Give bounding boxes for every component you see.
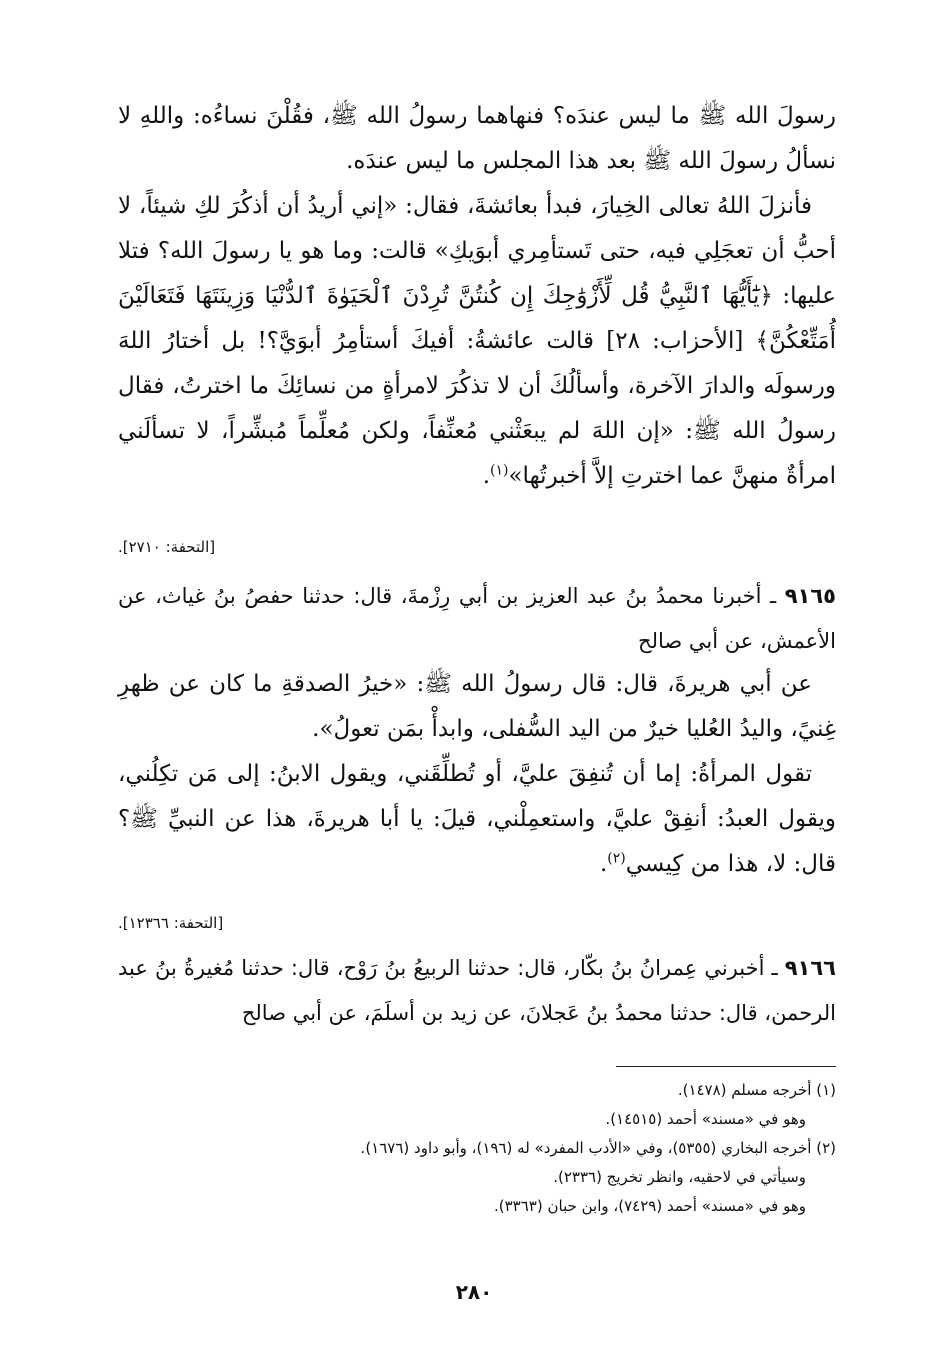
body-paragraph-2: فأنزلَ اللهُ تعالى الخِيارَ، فبدأ بعائشةَ، فقال: «إني أريدُ أن أذكُرَ لكِ شيئاً، لا أحبُّ أن تعجَلِي فيه، حتى تَستأمِري أبوَيكِ» قالت: وما هو يا رسولَ الله؟ فتلا عليها: ﴿يَٰٓأَيُّهَا ٱلنَّبِيُّ قُل لِّأَزْوَٰجِكَ إِن كُنتُنَّ تُرِدْنَ ٱلْحَيَوٰةَ ٱلدُّنْيَا وَزِينَتَهَا فَتَعَالَيْنَ أُمَتِّعْكُنَّ﴾ [الأحزاب: ٢٨] قالت عائشةُ: أفيكَ أستأمِرُ أبوَيَّ؟! بل أختارُ اللهَ ورسولَه والدارَ الآخرة، وأسألُكَ أن لا تذكُرَ لامرأةٍ من نسائِكَ ما اخترتُ، فقال رسولُ الله ﷺ: «إن اللهَ لم يبعَثْني مُعنِّفاً، ولكن مُعلِّماً مُبشِّراً، لا تسألَني امرأةٌ منهنَّ عما اخترتِ إلاَّ أخبرتُها»$^{(١)}$. — [118, 193, 836, 489]
footnote-divider — [616, 1066, 836, 1067]
hadith-9166-isnad — [118, 946, 836, 1036]
footnote-line: (٢) أخرجه البخاري (٥٣٥٥)، وفي «الأدب المفرد» له (١٩٦)، وأبو داود (١٦٧٦). — [360, 1139, 836, 1157]
page-number: ٢٨٠ — [455, 1280, 493, 1304]
footnotes — [118, 1076, 836, 1221]
paragraph-text: رسولَ الله ﷺ ما ليس عندَه؟ فنهاهما رسولُ الله ﷺ، فقُلْنَ نساءُه: واللهِ لا نسألُ رسولَ الله ﷺ بعد هذا المجلس ما ليس عندَه. — [118, 103, 836, 174]
matn-text: عن أبي هريرةَ، قال: قال رسولُ الله ﷺ: «خيرُ الصدقةِ ما كان عن ظهرِ غِنيً، واليدُ العُليا خيرٌ من اليد السُّفلى، وابدأْ بمَن تعولُ». — [118, 671, 836, 742]
footnote-line: (١) أخرجه مسلم (١٤٧٨). — [677, 1081, 836, 1099]
tuhfa-reference-1: [التحفة: ٢٧١٠]. — [118, 538, 216, 556]
hadith-number: ٩١٦٦ — [784, 956, 836, 980]
footnote-ref-2: (٢) — [607, 850, 626, 867]
isnad-text: ـ أخبرني عِمرانُ بنُ بكّار، قال: حدثنا الربيعُ بنُ رَوْح، قال: حدثنا مُغيرةُ بنُ عبد الرحمن، قال: حدثنا محمدُ بنُ عَجلانَ، عن زيد بن أسلَمَ، عن أبي صالح — [118, 956, 836, 1025]
hadith-9165-matn-1 — [118, 662, 836, 752]
isnad-text: ـ أخبرنا محمدُ بنُ عبد العزيز بن أبي رِزْمةَ، قال: حدثنا حفصُ بنُ غياث، عن الأعمش، عن أبي صالح — [118, 584, 836, 653]
matn-text: تقول المرأةُ: إما أن تُنفِقَ عليَّ، أو تُطلِّقَني، ويقول الابنُ: إلى مَن تكِلُني، ويقول العبدُ: أنفِقْ عليَّ، واستعمِلْني، قيلَ: يا أبا هريرةَ، هذا عن النبيِّ ﷺ؟ قال: لا، هذا من كِيسي — [118, 761, 836, 877]
paragraph-text: فأنزلَ اللهُ تعالى الخِيارَ، فبدأ بعائشةَ، فقال: «إني أريدُ أن أذكُرَ لكِ شيئاً، لا أحبُّ أن تعجَلِي فيه، حتى تَستأمِري أبوَيكِ» قالت: وما هو يا رسولَ الله؟ فتلا عليها: ﴿يَٰٓأَيُّهَا ٱلنَّبِيُّ قُل لِّأَزْوَٰجِكَ إِن كُنتُنَّ تُرِدْنَ ٱلْحَيَوٰةَ ٱلدُّنْيَا وَزِينَتَهَا فَتَعَالَيْنَ أُمَتِّعْكُنَّ﴾ [الأحزاب: ٢٨] قالت عائشةُ: أفيكَ أستأمِرُ أبوَيَّ؟! بل أختارُ اللهَ ورسولَه والدارَ الآخرة، وأسألُكَ أن لا تذكُرَ لامرأةٍ من نسائِكَ ما اخترتُ، فقال رسولُ الله ﷺ: «إن اللهَ لم يبعَثْني مُعنِّفاً، ولكن مُعلِّماً مُبشِّراً، لا تسألَني امرأةٌ منهنَّ عما اخترتِ إلاَّ أخبرتُها» — [118, 193, 836, 489]
footnote-line: وهو في «مسند» أحمد (١٤٥١٥). — [605, 1110, 806, 1128]
hadith-9165-isnad — [118, 574, 836, 664]
footnote-line: وسيأتي في لاحقيه، وانظر تخريج (٢٣٣٦). — [553, 1168, 806, 1186]
hadith-9165-matn-2: تقول المرأةُ: إما أن تُنفِقَ عليَّ، أو تُطلِّقَني، ويقول الابنُ: إلى مَن تكِلُني، ويقول العبدُ: أنفِقْ عليَّ، واستعمِلْني، قيلَ: يا أبا هريرةَ، هذا عن النبيِّ ﷺ؟ قال: لا، هذا من كِيسي$^{(٢)}$. — [118, 761, 836, 877]
tuhfa-reference-2: [التحفة: ١٢٣٦٦]. — [118, 914, 224, 932]
hadith-number: ٩١٦٥ — [784, 584, 836, 608]
body-paragraph-1 — [118, 94, 836, 184]
footnote-ref-1: (١) — [490, 462, 509, 479]
footnote-line: وهو في «مسند» أحمد (٧٤٢٩)، وابن حبان (٣٣٦٣). — [494, 1197, 806, 1215]
